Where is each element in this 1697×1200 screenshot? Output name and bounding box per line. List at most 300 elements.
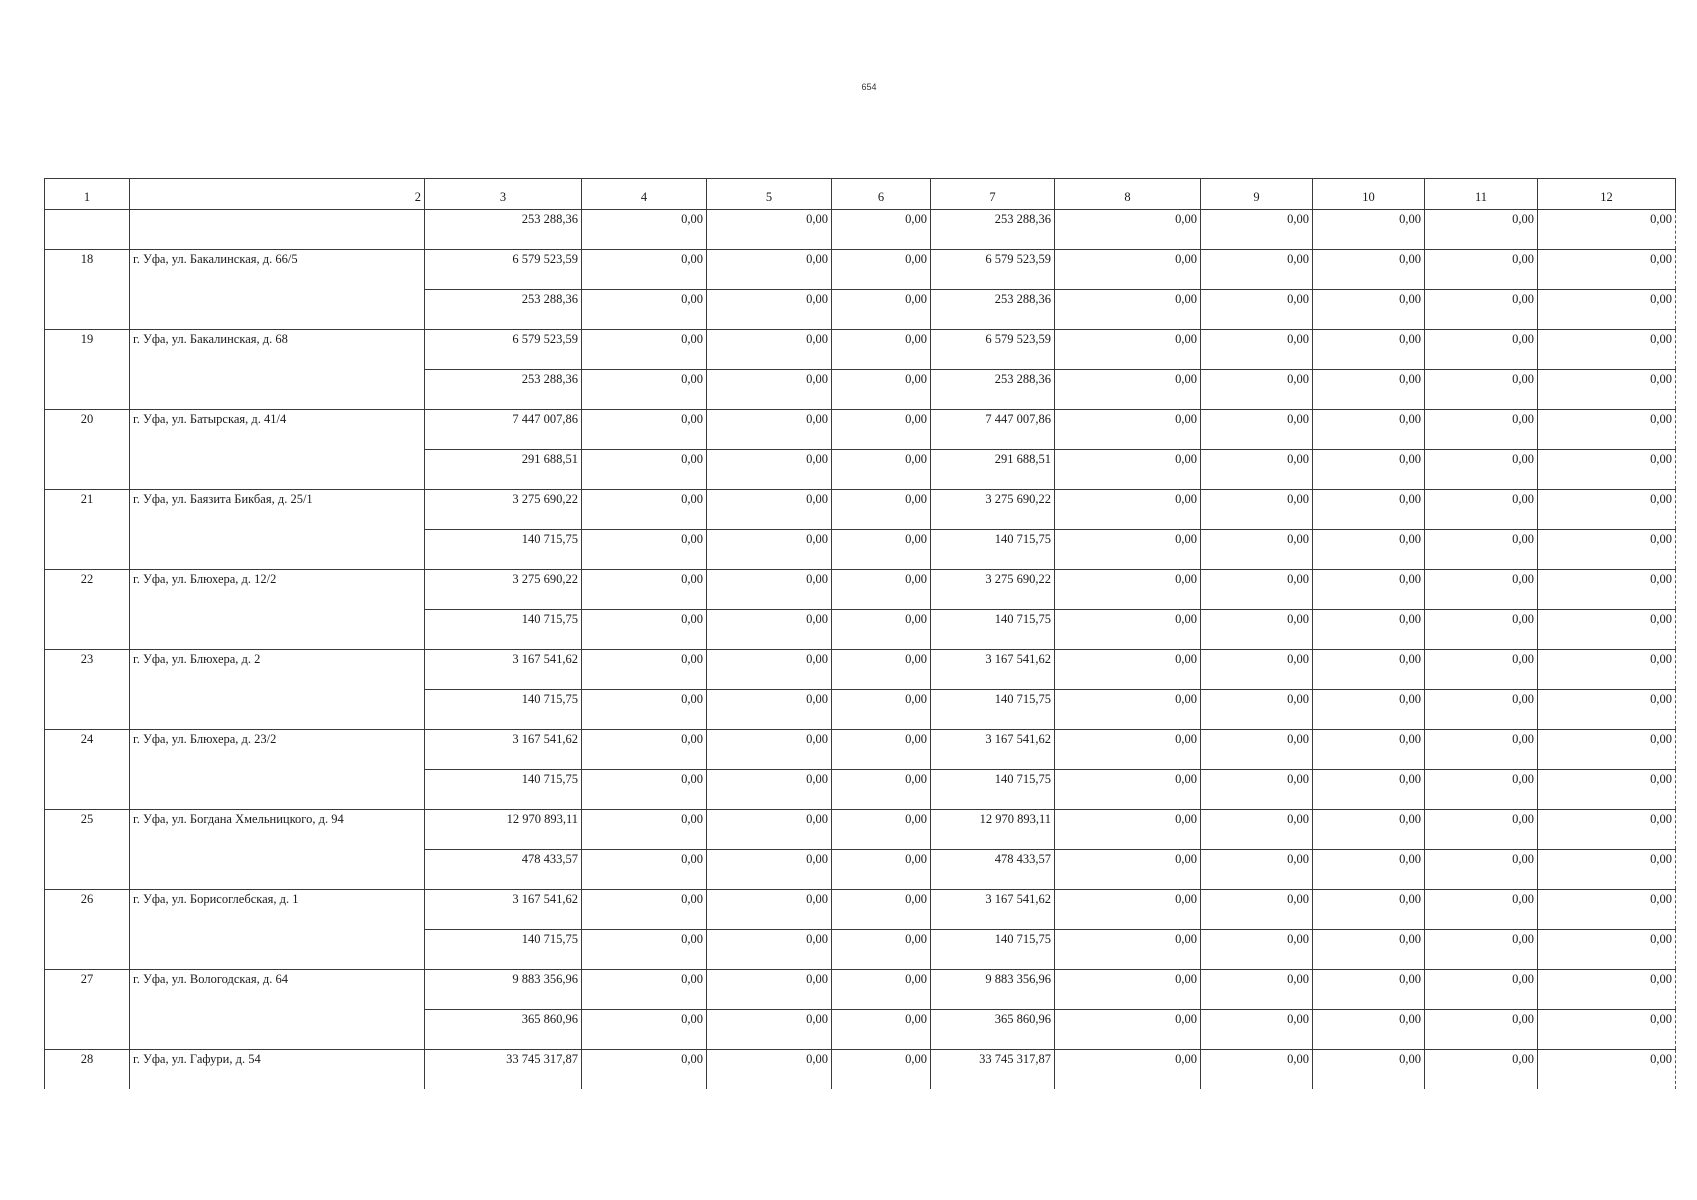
table-row-secondary	[45, 770, 1676, 810]
value-cell: 0,00	[1538, 1050, 1676, 1090]
value-cell: 253 288,36	[931, 370, 1055, 410]
value-cell: 0,00	[1538, 810, 1676, 850]
row-number-cell: 23	[45, 650, 130, 690]
value-cell: 140 715,75	[931, 610, 1055, 650]
value-cell: 0,00	[707, 410, 832, 450]
value-cell: 0,00	[1055, 930, 1201, 970]
column-header-11: 11	[1425, 179, 1538, 210]
row-number-cell: 19	[45, 330, 130, 370]
value-cell: 0,00	[832, 530, 931, 570]
value-cell: 140 715,75	[425, 690, 582, 730]
value-cell: 0,00	[1313, 450, 1425, 490]
value-cell: 0,00	[707, 570, 832, 610]
table-row-secondary	[45, 370, 1676, 410]
value-cell: 9 883 356,96	[931, 970, 1055, 1010]
value-cell: 0,00	[1425, 890, 1538, 930]
value-cell: 0,00	[707, 1050, 832, 1090]
value-cell: 0,00	[1538, 890, 1676, 930]
value-cell: 0,00	[1201, 850, 1313, 890]
value-cell: 0,00	[1313, 1050, 1425, 1090]
value-cell: 0,00	[1055, 410, 1201, 450]
row-number-cell	[45, 930, 130, 970]
row-number-cell	[45, 210, 130, 250]
value-cell: 0,00	[1055, 330, 1201, 370]
value-cell: 0,00	[1538, 450, 1676, 490]
value-cell: 0,00	[1538, 1010, 1676, 1050]
table-row	[45, 810, 1676, 850]
address-cell	[130, 850, 425, 890]
column-header-7: 7	[931, 179, 1055, 210]
value-cell: 0,00	[582, 210, 707, 250]
value-cell: 0,00	[1425, 290, 1538, 330]
value-cell: 0,00	[1201, 1050, 1313, 1090]
value-cell: 3 275 690,22	[425, 570, 582, 610]
value-cell: 0,00	[582, 810, 707, 850]
value-cell: 0,00	[707, 890, 832, 930]
value-cell: 0,00	[1055, 810, 1201, 850]
value-cell: 0,00	[707, 970, 832, 1010]
value-cell: 0,00	[582, 250, 707, 290]
value-cell: 0,00	[1201, 810, 1313, 850]
table-row-secondary	[45, 930, 1676, 970]
value-cell: 253 288,36	[425, 370, 582, 410]
value-cell: 0,00	[1425, 210, 1538, 250]
value-cell: 0,00	[1425, 1050, 1538, 1090]
row-number-cell: 25	[45, 810, 130, 850]
value-cell: 140 715,75	[425, 610, 582, 650]
financial-table	[44, 178, 1676, 1089]
value-cell: 0,00	[1055, 570, 1201, 610]
value-cell: 6 579 523,59	[425, 250, 582, 290]
value-cell: 0,00	[1538, 610, 1676, 650]
column-header-4: 4	[582, 179, 707, 210]
address-cell	[130, 370, 425, 410]
value-cell: 0,00	[832, 850, 931, 890]
value-cell: 0,00	[1055, 250, 1201, 290]
value-cell: 0,00	[1425, 530, 1538, 570]
value-cell: 0,00	[1538, 650, 1676, 690]
column-header-2: 2	[130, 179, 425, 210]
value-cell: 291 688,51	[425, 450, 582, 490]
address-cell	[130, 530, 425, 570]
table-row-secondary	[45, 450, 1676, 490]
address-cell	[130, 610, 425, 650]
value-cell: 0,00	[1313, 490, 1425, 530]
value-cell: 0,00	[1425, 810, 1538, 850]
value-cell: 0,00	[1313, 330, 1425, 370]
value-cell: 0,00	[582, 330, 707, 370]
value-cell: 0,00	[1313, 210, 1425, 250]
value-cell: 3 167 541,62	[931, 650, 1055, 690]
address-cell: г. Уфа, ул. Блюхера, д. 12/2	[130, 570, 425, 610]
value-cell: 0,00	[582, 690, 707, 730]
value-cell: 0,00	[582, 530, 707, 570]
value-cell: 0,00	[1313, 290, 1425, 330]
value-cell: 0,00	[1425, 850, 1538, 890]
value-cell: 0,00	[832, 410, 931, 450]
value-cell: 0,00	[1425, 330, 1538, 370]
value-cell: 0,00	[1538, 410, 1676, 450]
column-header-12: 12	[1538, 179, 1676, 210]
value-cell: 0,00	[832, 370, 931, 410]
value-cell: 0,00	[707, 250, 832, 290]
table-row	[45, 650, 1676, 690]
value-cell: 0,00	[1313, 930, 1425, 970]
value-cell: 0,00	[832, 210, 931, 250]
value-cell: 0,00	[1538, 730, 1676, 770]
row-number-cell	[45, 530, 130, 570]
value-cell: 0,00	[1538, 770, 1676, 810]
value-cell: 0,00	[1425, 570, 1538, 610]
value-cell: 3 167 541,62	[931, 730, 1055, 770]
address-cell: г. Уфа, ул. Борисоглебская, д. 1	[130, 890, 425, 930]
value-cell: 0,00	[582, 890, 707, 930]
table-row-secondary	[45, 290, 1676, 330]
row-number-cell: 28	[45, 1050, 130, 1090]
value-cell: 0,00	[1201, 370, 1313, 410]
value-cell: 0,00	[707, 730, 832, 770]
value-cell: 0,00	[1425, 690, 1538, 730]
value-cell: 0,00	[1055, 1050, 1201, 1090]
value-cell: 0,00	[1538, 850, 1676, 890]
value-cell: 0,00	[707, 290, 832, 330]
value-cell: 7 447 007,86	[931, 410, 1055, 450]
value-cell: 0,00	[582, 610, 707, 650]
address-cell: г. Уфа, ул. Блюхера, д. 2	[130, 650, 425, 690]
row-number-cell	[45, 370, 130, 410]
value-cell: 0,00	[1538, 250, 1676, 290]
value-cell: 0,00	[1313, 410, 1425, 450]
value-cell: 0,00	[582, 970, 707, 1010]
value-cell: 0,00	[1425, 370, 1538, 410]
table-row	[45, 490, 1676, 530]
value-cell: 0,00	[832, 770, 931, 810]
value-cell: 0,00	[1425, 930, 1538, 970]
value-cell: 0,00	[832, 610, 931, 650]
row-number-cell	[45, 850, 130, 890]
value-cell: 365 860,96	[425, 1010, 582, 1050]
value-cell: 0,00	[707, 690, 832, 730]
value-cell: 0,00	[1313, 690, 1425, 730]
value-cell: 12 970 893,11	[931, 810, 1055, 850]
address-cell	[130, 290, 425, 330]
value-cell: 0,00	[1425, 610, 1538, 650]
value-cell: 0,00	[582, 930, 707, 970]
value-cell: 3 275 690,22	[425, 490, 582, 530]
value-cell: 0,00	[1201, 290, 1313, 330]
value-cell: 0,00	[832, 970, 931, 1010]
value-cell: 0,00	[1055, 450, 1201, 490]
value-cell: 0,00	[1055, 730, 1201, 770]
value-cell: 0,00	[582, 290, 707, 330]
value-cell: 33 745 317,87	[931, 1050, 1055, 1090]
value-cell: 0,00	[1313, 1010, 1425, 1050]
row-number-cell: 21	[45, 490, 130, 530]
value-cell: 0,00	[1201, 930, 1313, 970]
value-cell: 3 275 690,22	[931, 570, 1055, 610]
value-cell: 140 715,75	[425, 770, 582, 810]
value-cell: 0,00	[1055, 370, 1201, 410]
value-cell: 0,00	[1313, 650, 1425, 690]
value-cell: 0,00	[1201, 890, 1313, 930]
address-cell: г. Уфа, ул. Бакалинская, д. 68	[130, 330, 425, 370]
value-cell: 0,00	[1055, 1010, 1201, 1050]
value-cell: 140 715,75	[931, 690, 1055, 730]
value-cell: 3 167 541,62	[425, 650, 582, 690]
table-row	[45, 1050, 1676, 1090]
value-cell: 0,00	[1055, 490, 1201, 530]
value-cell: 0,00	[1055, 770, 1201, 810]
value-cell: 3 167 541,62	[931, 890, 1055, 930]
value-cell: 12 970 893,11	[425, 810, 582, 850]
value-cell: 0,00	[1538, 930, 1676, 970]
value-cell: 140 715,75	[425, 930, 582, 970]
table-row	[45, 970, 1676, 1010]
value-cell: 0,00	[707, 610, 832, 650]
value-cell: 0,00	[1425, 490, 1538, 530]
value-cell: 0,00	[1201, 410, 1313, 450]
header-row	[45, 179, 1676, 210]
value-cell: 0,00	[582, 770, 707, 810]
value-cell: 0,00	[1313, 570, 1425, 610]
value-cell: 0,00	[1313, 530, 1425, 570]
value-cell: 0,00	[1201, 210, 1313, 250]
value-cell: 0,00	[582, 1050, 707, 1090]
value-cell: 9 883 356,96	[425, 970, 582, 1010]
value-cell: 0,00	[832, 570, 931, 610]
column-header-1: 1	[45, 179, 130, 210]
value-cell: 0,00	[707, 530, 832, 570]
value-cell: 0,00	[1201, 610, 1313, 650]
value-cell: 0,00	[832, 450, 931, 490]
row-number-cell	[45, 610, 130, 650]
value-cell: 0,00	[707, 450, 832, 490]
value-cell: 0,00	[1425, 650, 1538, 690]
value-cell: 0,00	[582, 730, 707, 770]
value-cell: 0,00	[1055, 650, 1201, 690]
column-header-8: 8	[1055, 179, 1201, 210]
row-number-cell: 22	[45, 570, 130, 610]
value-cell: 291 688,51	[931, 450, 1055, 490]
value-cell: 0,00	[1313, 970, 1425, 1010]
address-cell	[130, 450, 425, 490]
table-body	[45, 210, 1676, 1090]
table-row-secondary	[45, 530, 1676, 570]
value-cell: 0,00	[707, 850, 832, 890]
value-cell: 0,00	[832, 690, 931, 730]
value-cell: 0,00	[1313, 610, 1425, 650]
value-cell: 0,00	[1055, 690, 1201, 730]
address-cell	[130, 210, 425, 250]
value-cell: 0,00	[832, 290, 931, 330]
value-cell: 0,00	[582, 1010, 707, 1050]
value-cell: 0,00	[1538, 970, 1676, 1010]
value-cell: 33 745 317,87	[425, 1050, 582, 1090]
table-row-secondary	[45, 1010, 1676, 1050]
carryover-row	[45, 210, 1676, 250]
value-cell: 0,00	[1538, 290, 1676, 330]
value-cell: 0,00	[1425, 730, 1538, 770]
value-cell: 0,00	[582, 570, 707, 610]
value-cell: 0,00	[1055, 210, 1201, 250]
value-cell: 0,00	[1538, 210, 1676, 250]
value-cell: 0,00	[1201, 250, 1313, 290]
value-cell: 0,00	[1313, 770, 1425, 810]
value-cell: 0,00	[707, 930, 832, 970]
value-cell: 0,00	[582, 490, 707, 530]
value-cell: 0,00	[1201, 650, 1313, 690]
value-cell: 6 579 523,59	[931, 250, 1055, 290]
value-cell: 0,00	[707, 810, 832, 850]
row-number-cell	[45, 690, 130, 730]
table-row	[45, 330, 1676, 370]
address-cell: г. Уфа, ул. Богдана Хмельницкого, д. 94	[130, 810, 425, 850]
value-cell: 0,00	[1313, 810, 1425, 850]
address-cell: г. Уфа, ул. Батырская, д. 41/4	[130, 410, 425, 450]
value-cell: 0,00	[1425, 450, 1538, 490]
value-cell: 0,00	[1313, 370, 1425, 410]
table-row	[45, 890, 1676, 930]
value-cell: 0,00	[832, 250, 931, 290]
row-number-cell	[45, 290, 130, 330]
value-cell: 0,00	[1055, 290, 1201, 330]
value-cell: 0,00	[582, 370, 707, 410]
value-cell: 0,00	[1055, 970, 1201, 1010]
value-cell: 0,00	[1055, 850, 1201, 890]
table-row	[45, 730, 1676, 770]
value-cell: 478 433,57	[425, 850, 582, 890]
value-cell: 7 447 007,86	[425, 410, 582, 450]
value-cell: 6 579 523,59	[425, 330, 582, 370]
value-cell: 0,00	[832, 930, 931, 970]
value-cell: 0,00	[1201, 530, 1313, 570]
value-cell: 0,00	[582, 450, 707, 490]
value-cell: 0,00	[1201, 770, 1313, 810]
value-cell: 0,00	[1425, 770, 1538, 810]
value-cell: 140 715,75	[931, 530, 1055, 570]
table-row	[45, 250, 1676, 290]
value-cell: 3 275 690,22	[931, 490, 1055, 530]
value-cell: 0,00	[1201, 490, 1313, 530]
value-cell: 0,00	[1313, 730, 1425, 770]
value-cell: 0,00	[582, 410, 707, 450]
value-cell: 0,00	[1055, 530, 1201, 570]
table-row	[45, 410, 1676, 450]
column-header-10: 10	[1313, 179, 1425, 210]
address-cell: г. Уфа, ул. Бакалинская, д. 66/5	[130, 250, 425, 290]
value-cell: 0,00	[707, 370, 832, 410]
value-cell: 0,00	[1425, 410, 1538, 450]
value-cell: 0,00	[832, 1050, 931, 1090]
value-cell: 0,00	[1055, 610, 1201, 650]
value-cell: 0,00	[707, 650, 832, 690]
value-cell: 6 579 523,59	[931, 330, 1055, 370]
value-cell: 0,00	[1201, 450, 1313, 490]
column-header-5: 5	[707, 179, 832, 210]
value-cell: 0,00	[1313, 890, 1425, 930]
page-number: 654	[861, 82, 877, 92]
value-cell: 0,00	[707, 210, 832, 250]
value-cell: 253 288,36	[931, 290, 1055, 330]
value-cell: 0,00	[1538, 370, 1676, 410]
value-cell: 0,00	[707, 1010, 832, 1050]
table-row-secondary	[45, 850, 1676, 890]
value-cell: 0,00	[1538, 330, 1676, 370]
row-number-cell: 18	[45, 250, 130, 290]
value-cell: 253 288,36	[425, 290, 582, 330]
value-cell: 0,00	[832, 650, 931, 690]
table-row	[45, 570, 1676, 610]
value-cell: 0,00	[1201, 1010, 1313, 1050]
row-number-cell: 24	[45, 730, 130, 770]
row-number-cell: 27	[45, 970, 130, 1010]
value-cell: 0,00	[1425, 970, 1538, 1010]
table-row-secondary	[45, 610, 1676, 650]
value-cell: 140 715,75	[931, 770, 1055, 810]
value-cell: 0,00	[707, 490, 832, 530]
value-cell: 0,00	[1538, 490, 1676, 530]
value-cell: 0,00	[1538, 690, 1676, 730]
value-cell: 253 288,36	[425, 210, 582, 250]
column-header-3: 3	[425, 179, 582, 210]
value-cell: 0,00	[832, 1010, 931, 1050]
value-cell: 0,00	[707, 770, 832, 810]
value-cell: 0,00	[1201, 330, 1313, 370]
address-cell: г. Уфа, ул. Блюхера, д. 23/2	[130, 730, 425, 770]
row-number-cell	[45, 770, 130, 810]
value-cell: 3 167 541,62	[425, 890, 582, 930]
address-cell	[130, 930, 425, 970]
row-number-cell	[45, 1010, 130, 1050]
value-cell: 0,00	[582, 850, 707, 890]
value-cell: 0,00	[832, 330, 931, 370]
value-cell: 140 715,75	[931, 930, 1055, 970]
value-cell: 478 433,57	[931, 850, 1055, 890]
value-cell: 253 288,36	[931, 210, 1055, 250]
address-cell	[130, 1010, 425, 1050]
value-cell: 140 715,75	[425, 530, 582, 570]
value-cell: 0,00	[1201, 970, 1313, 1010]
value-cell: 0,00	[1313, 850, 1425, 890]
value-cell: 0,00	[1313, 250, 1425, 290]
column-header-9: 9	[1201, 179, 1313, 210]
table-row-secondary	[45, 690, 1676, 730]
value-cell: 0,00	[832, 810, 931, 850]
value-cell: 0,00	[1201, 730, 1313, 770]
column-header-6: 6	[832, 179, 931, 210]
value-cell: 0,00	[832, 490, 931, 530]
row-number-cell: 26	[45, 890, 130, 930]
row-number-cell	[45, 450, 130, 490]
value-cell: 0,00	[1425, 250, 1538, 290]
value-cell: 0,00	[832, 890, 931, 930]
value-cell: 0,00	[707, 330, 832, 370]
address-cell: г. Уфа, ул. Вологодская, д. 64	[130, 970, 425, 1010]
value-cell: 0,00	[832, 730, 931, 770]
value-cell: 0,00	[1538, 530, 1676, 570]
address-cell: г. Уфа, ул. Гафури, д. 54	[130, 1050, 425, 1090]
value-cell: 365 860,96	[931, 1010, 1055, 1050]
address-cell: г. Уфа, ул. Баязита Бикбая, д. 25/1	[130, 490, 425, 530]
value-cell: 0,00	[1425, 1010, 1538, 1050]
value-cell: 0,00	[1055, 890, 1201, 930]
row-number-cell: 20	[45, 410, 130, 450]
value-cell: 3 167 541,62	[425, 730, 582, 770]
address-cell	[130, 690, 425, 730]
value-cell: 0,00	[582, 650, 707, 690]
value-cell: 0,00	[1201, 690, 1313, 730]
address-cell	[130, 770, 425, 810]
